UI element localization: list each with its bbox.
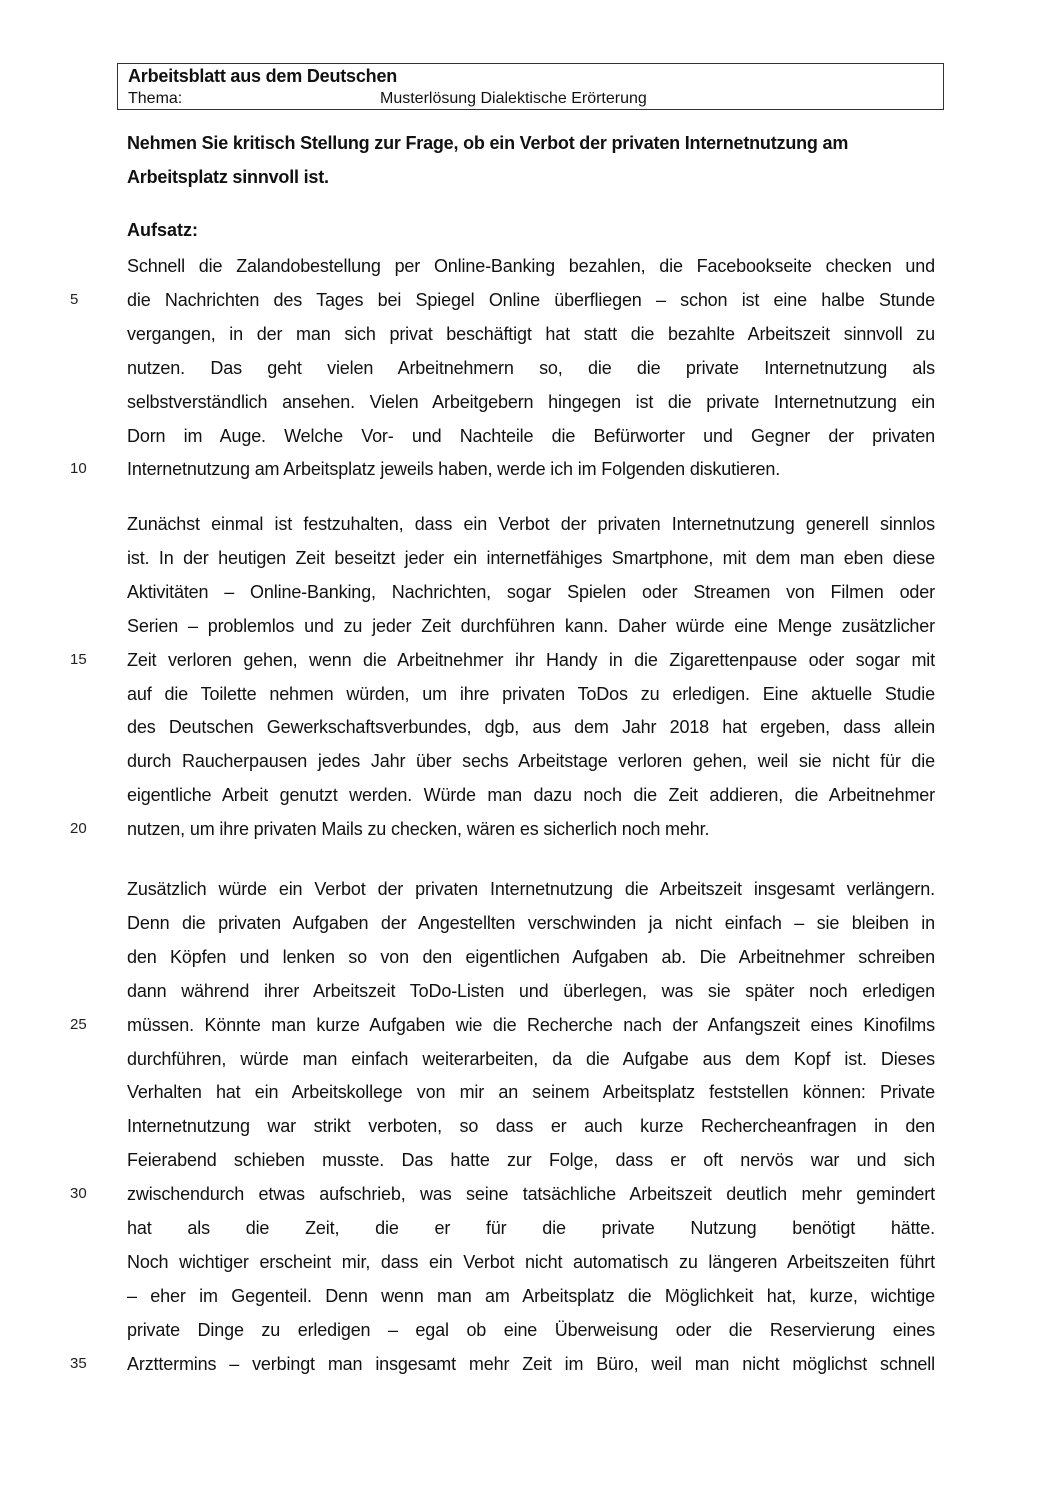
essay-question: Nehmen Sie kritisch Stellung zur Frage, ob ein Verbot der privaten Internetnutzung am Arbeitsplatz sinnvoll ist. bbox=[127, 133, 849, 187]
line-number: 20 bbox=[70, 820, 87, 838]
essay-line: Internetnutzung war strikt verboten, so dass er auch kurze Rechercheanfragen in den bbox=[127, 1116, 935, 1137]
essay-line: ist. In der heutigen Zeit beseitzt jeder ein internetfähiges Smartphone, mit dem man eben diese bbox=[127, 547, 935, 568]
essay-line: private Dinge zu erledigen – egal ob eine Überweisung oder die Reservierung eines bbox=[127, 1319, 935, 1340]
essay-line: Noch wichtiger erscheint mir, dass ein Verbot nicht automatisch zu längeren Arbeitszeiten führt bbox=[127, 1251, 935, 1272]
essay-line: selbstverständlich ansehen. Vielen Arbeitgebern hingegen ist die private Internetnutzung ein bbox=[127, 391, 935, 412]
essay-line: Internetnutzung am Arbeitsplatz jeweils haben, werde ich im Folgenden diskutieren. bbox=[127, 459, 781, 480]
essay-line: des Deutschen Gewerkschaftsverbundes, dgb, aus dem Jahr 2018 hat ergeben, dass allein bbox=[127, 717, 935, 738]
essay-line: Zeit verloren gehen, wenn die Arbeitnehmer ihr Handy in die Zigarettenpause oder sogar mit bbox=[127, 649, 935, 670]
essay-line: Aktivitäten – Online-Banking, Nachrichten, sogar Spielen oder Streamen von Filmen oder bbox=[127, 581, 935, 602]
essay-line: müssen. Könnte man kurze Aufgaben wie die Recherche nach der Anfangszeit eines Kinofilms bbox=[127, 1014, 935, 1035]
essay-line: Zunächst einmal ist festzuhalten, dass ein Verbot der privaten Internetnutzung generell sinnlos bbox=[127, 514, 935, 534]
topic-value: Musterlösung Dialektische Erörterung bbox=[380, 90, 647, 107]
essay-line: zwischendurch etwas aufschrieb, was seine tatsächliche Arbeitszeit deutlich mehr gemindert bbox=[127, 1184, 935, 1205]
essay-line: Schnell die Zalandobestellung per Online-Banking bezahlen, die Facebookseite checken und bbox=[127, 256, 935, 276]
essay-line: – eher im Gegenteil. Denn wenn man am Arbeitsplatz die Möglichkeit hat, kurze, wichtige bbox=[127, 1285, 935, 1306]
line-number: 25 bbox=[70, 1015, 87, 1033]
worksheet-header bbox=[117, 63, 944, 110]
line-number: 5 bbox=[70, 290, 79, 308]
essay-line: Feierabend schieben musste. Das hatte zur Folge, dass er oft nervös war und sich bbox=[127, 1150, 935, 1171]
line-number: 10 bbox=[70, 460, 87, 478]
essay-line: durchführen, würde man einfach weiterarbeiten, da die Aufgabe aus dem Kopf ist. Dieses bbox=[127, 1048, 935, 1069]
essay-line: durch Raucherpausen jedes Jahr über sechs Arbeitstage verloren gehen, weil sie nicht für die bbox=[127, 751, 935, 772]
essay-heading: Aufsatz: bbox=[127, 220, 198, 240]
essay-line: die Nachrichten des Tages bei Spiegel Online überfliegen – schon ist eine halbe Stunde bbox=[127, 289, 935, 310]
essay-line: Zusätzlich würde ein Verbot der privaten Internetnutzung die Arbeitszeit insgesamt verlängern. bbox=[127, 879, 935, 899]
essay-line: auf die Toilette nehmen würden, um ihre privaten ToDos zu erledigen. Eine aktuelle Studie bbox=[127, 683, 935, 704]
essay-line: vergangen, in der man sich privat beschäftigt hat statt die bezahlte Arbeitszeit sinnvoll zu bbox=[127, 323, 935, 344]
essay-line: Verhalten hat ein Arbeitskollege von mir an seinem Arbeitsplatz feststellen können: Private bbox=[127, 1082, 935, 1103]
essay-line: Serien – problemlos und zu jeder Zeit durchführen kann. Daher würde eine Menge zusätzlicher bbox=[127, 615, 935, 636]
topic-label: Thema: bbox=[128, 90, 183, 107]
essay-line: nutzen. Das geht vielen Arbeitnehmern so, die die private Internetnutzung als bbox=[127, 357, 935, 378]
line-number: 30 bbox=[70, 1185, 87, 1203]
line-number: 35 bbox=[70, 1354, 87, 1372]
essay-line: hat als die Zeit, die er für die private Nutzung benötigt hätte. bbox=[127, 1218, 935, 1238]
essay-line: Denn die privaten Aufgaben der Angestellten verschwinden ja nicht einfach – sie bleiben in bbox=[127, 912, 935, 933]
essay-line: eigentliche Arbeit genutzt werden. Würde man dazu noch die Zeit addieren, die Arbeitnehmer bbox=[127, 785, 935, 806]
line-number: 15 bbox=[70, 650, 87, 668]
essay-line: nutzen, um ihre privaten Mails zu checken, wären es sicherlich noch mehr. bbox=[127, 819, 710, 840]
essay-line: dann während ihrer Arbeitszeit ToDo-Listen und überlegen, was sie später noch erledigen bbox=[127, 980, 935, 1001]
essay-line: den Köpfen und lenken so von den eigentlichen Aufgaben ab. Die Arbeitnehmer schreiben bbox=[127, 946, 935, 967]
worksheet-title: Arbeitsblatt aus dem Deutschen bbox=[128, 66, 398, 86]
essay-line: Dorn im Auge. Welche Vor- und Nachteile die Befürworter und Gegner der privaten bbox=[127, 425, 935, 446]
essay-line: Arzttermins – verbingt man insgesamt mehr Zeit im Büro, weil man nicht möglichst schnell bbox=[127, 1353, 935, 1374]
